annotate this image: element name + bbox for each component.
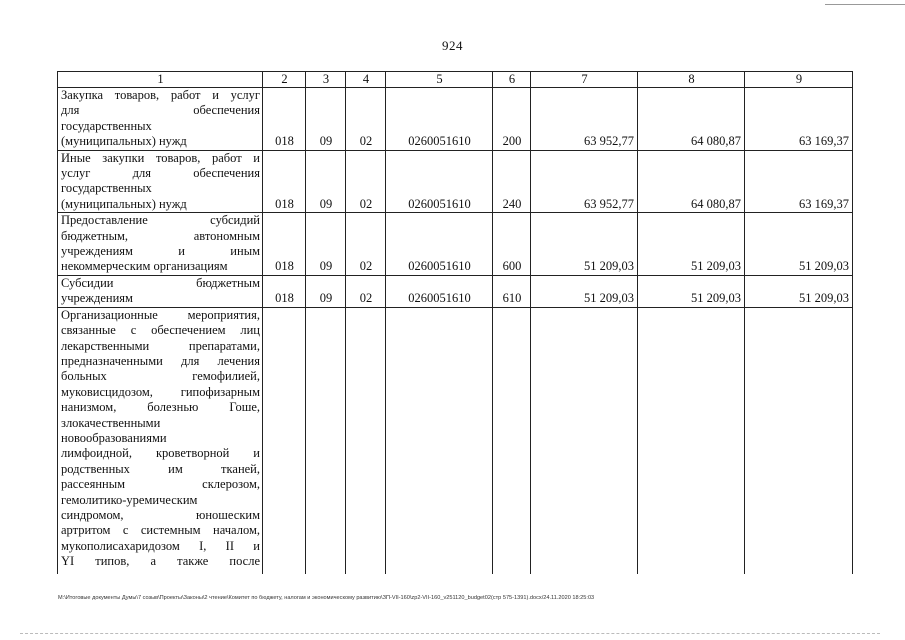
- subsection-code: 02: [346, 150, 386, 213]
- description-line: нанизмом, болезнью Гоше,: [61, 400, 260, 415]
- description-line: услуг для обеспечения: [61, 166, 260, 181]
- description-line: рассеянным склерозом,: [61, 477, 260, 492]
- header-cell: 8: [638, 72, 745, 88]
- header-cell: 5: [386, 72, 493, 88]
- row-description: [58, 307, 263, 574]
- empty-cell: [638, 307, 745, 574]
- empty-cell: [263, 307, 306, 574]
- empty-cell: [531, 307, 638, 574]
- document-file-path: M:\Итоговые документы Думы\7 созыв\Проекты\Законы\2 чтение\Комитет по бюджету, налогам и экономическому развитию\ЗП-VII-160\zp2-VII-160_v251120_budget02(стр 575-1391).docx/24.11.2020 18:25:03: [58, 595, 595, 601]
- ministry-code: 018: [263, 213, 306, 276]
- description-line: Иные закупки товаров, работ и: [61, 150, 260, 165]
- header-cell: 4: [346, 72, 386, 88]
- description-line: для обеспечения: [61, 103, 260, 118]
- subsection-code: 02: [346, 213, 386, 276]
- expense-type-code: 200: [493, 88, 531, 151]
- page-number: 924: [442, 38, 463, 53]
- subsection-code: 02: [346, 88, 386, 151]
- scan-edge-mark: [20, 633, 880, 635]
- row-description: [58, 150, 263, 213]
- table-row-continued: [58, 307, 853, 574]
- amount-col7: 51 209,03: [531, 275, 638, 307]
- description-line: больных гемофилией,: [61, 369, 260, 384]
- section-code: 09: [306, 213, 346, 276]
- amount-col8: 51 209,03: [638, 275, 745, 307]
- section-code: 09: [306, 275, 346, 307]
- table-row: [58, 88, 853, 151]
- amount-col8: 64 080,87: [638, 88, 745, 151]
- expense-type-code: 610: [493, 275, 531, 307]
- row-description: [58, 213, 263, 276]
- budget-table: [57, 71, 853, 574]
- description-line: YI типов, а также после: [61, 554, 260, 569]
- description-line: учреждениям и иным: [61, 244, 260, 259]
- ministry-code: 018: [263, 150, 306, 213]
- header-cell: 3: [306, 72, 346, 88]
- description-line: лимфоидной, кроветворной и: [61, 446, 260, 461]
- amount-col9: 51 209,03: [745, 275, 853, 307]
- amount-col8: 51 209,03: [638, 213, 745, 276]
- header-cell: 1: [58, 72, 263, 88]
- empty-cell: [493, 307, 531, 574]
- description-line: предназначенными для лечения: [61, 353, 260, 368]
- description-line: (муниципальных) нужд: [61, 134, 187, 149]
- target-article-code: 0260051610: [386, 88, 493, 151]
- description-line: некоммерческим организациям: [61, 259, 228, 274]
- amount-col9: 63 169,37: [745, 88, 853, 151]
- header-cell: 7: [531, 72, 638, 88]
- table-row: [58, 275, 853, 307]
- section-code: 09: [306, 88, 346, 151]
- section-code: 09: [306, 150, 346, 213]
- table-row: [58, 150, 853, 213]
- amount-col7: 63 952,77: [531, 150, 638, 213]
- row-description: [58, 88, 263, 151]
- description-line: синдромом, юношеским: [61, 507, 260, 522]
- target-article-code: 0260051610: [386, 213, 493, 276]
- amount-col9: 63 169,37: [745, 150, 853, 213]
- description-line: учреждениям: [61, 291, 133, 306]
- expense-type-code: 240: [493, 150, 531, 213]
- header-cell: 2: [263, 72, 306, 88]
- table-row: [58, 213, 853, 276]
- empty-cell: [346, 307, 386, 574]
- amount-col8: 64 080,87: [638, 150, 745, 213]
- ministry-code: 018: [263, 275, 306, 307]
- amount-col7: 51 209,03: [531, 213, 638, 276]
- description-line: Предоставление субсидий: [61, 213, 260, 228]
- amount-col7: 63 952,77: [531, 88, 638, 151]
- description-line: артритом с системным началом,: [61, 523, 260, 538]
- empty-cell: [306, 307, 346, 574]
- description-line: (муниципальных) нужд: [61, 196, 187, 211]
- description-line: родственных им тканей,: [61, 461, 260, 476]
- description-line: связанные с обеспечением лиц: [61, 323, 260, 338]
- header-cell: 6: [493, 72, 531, 88]
- description-line: лекарственными препаратами,: [61, 338, 260, 353]
- description-line: мукополисахаридозом I, II и: [61, 538, 260, 553]
- description-line: Организационные мероприятия,: [61, 307, 260, 322]
- description-line: злокачественными: [61, 415, 161, 430]
- amount-col9: 51 209,03: [745, 213, 853, 276]
- target-article-code: 0260051610: [386, 150, 493, 213]
- description-line: государственных: [61, 181, 152, 196]
- subsection-code: 02: [346, 275, 386, 307]
- description-line: Закупка товаров, работ и услуг: [61, 88, 260, 102]
- empty-cell: [386, 307, 493, 574]
- ministry-code: 018: [263, 88, 306, 151]
- description-line: Субсидии бюджетным: [61, 275, 260, 290]
- description-line: новообразованиями: [61, 430, 167, 445]
- table-header-row: [58, 72, 853, 88]
- expense-type-code: 600: [493, 213, 531, 276]
- description-line: государственных: [61, 118, 152, 133]
- header-cell: 9: [745, 72, 853, 88]
- target-article-code: 0260051610: [386, 275, 493, 307]
- description-line: бюджетным, автономным: [61, 228, 260, 243]
- description-line: муковисцидозом, гипофизарным: [61, 384, 260, 399]
- empty-cell: [745, 307, 853, 574]
- scan-edge-mark: [825, 0, 905, 5]
- description-line: гемолитико-уремическим: [61, 492, 198, 507]
- row-description: [58, 275, 263, 307]
